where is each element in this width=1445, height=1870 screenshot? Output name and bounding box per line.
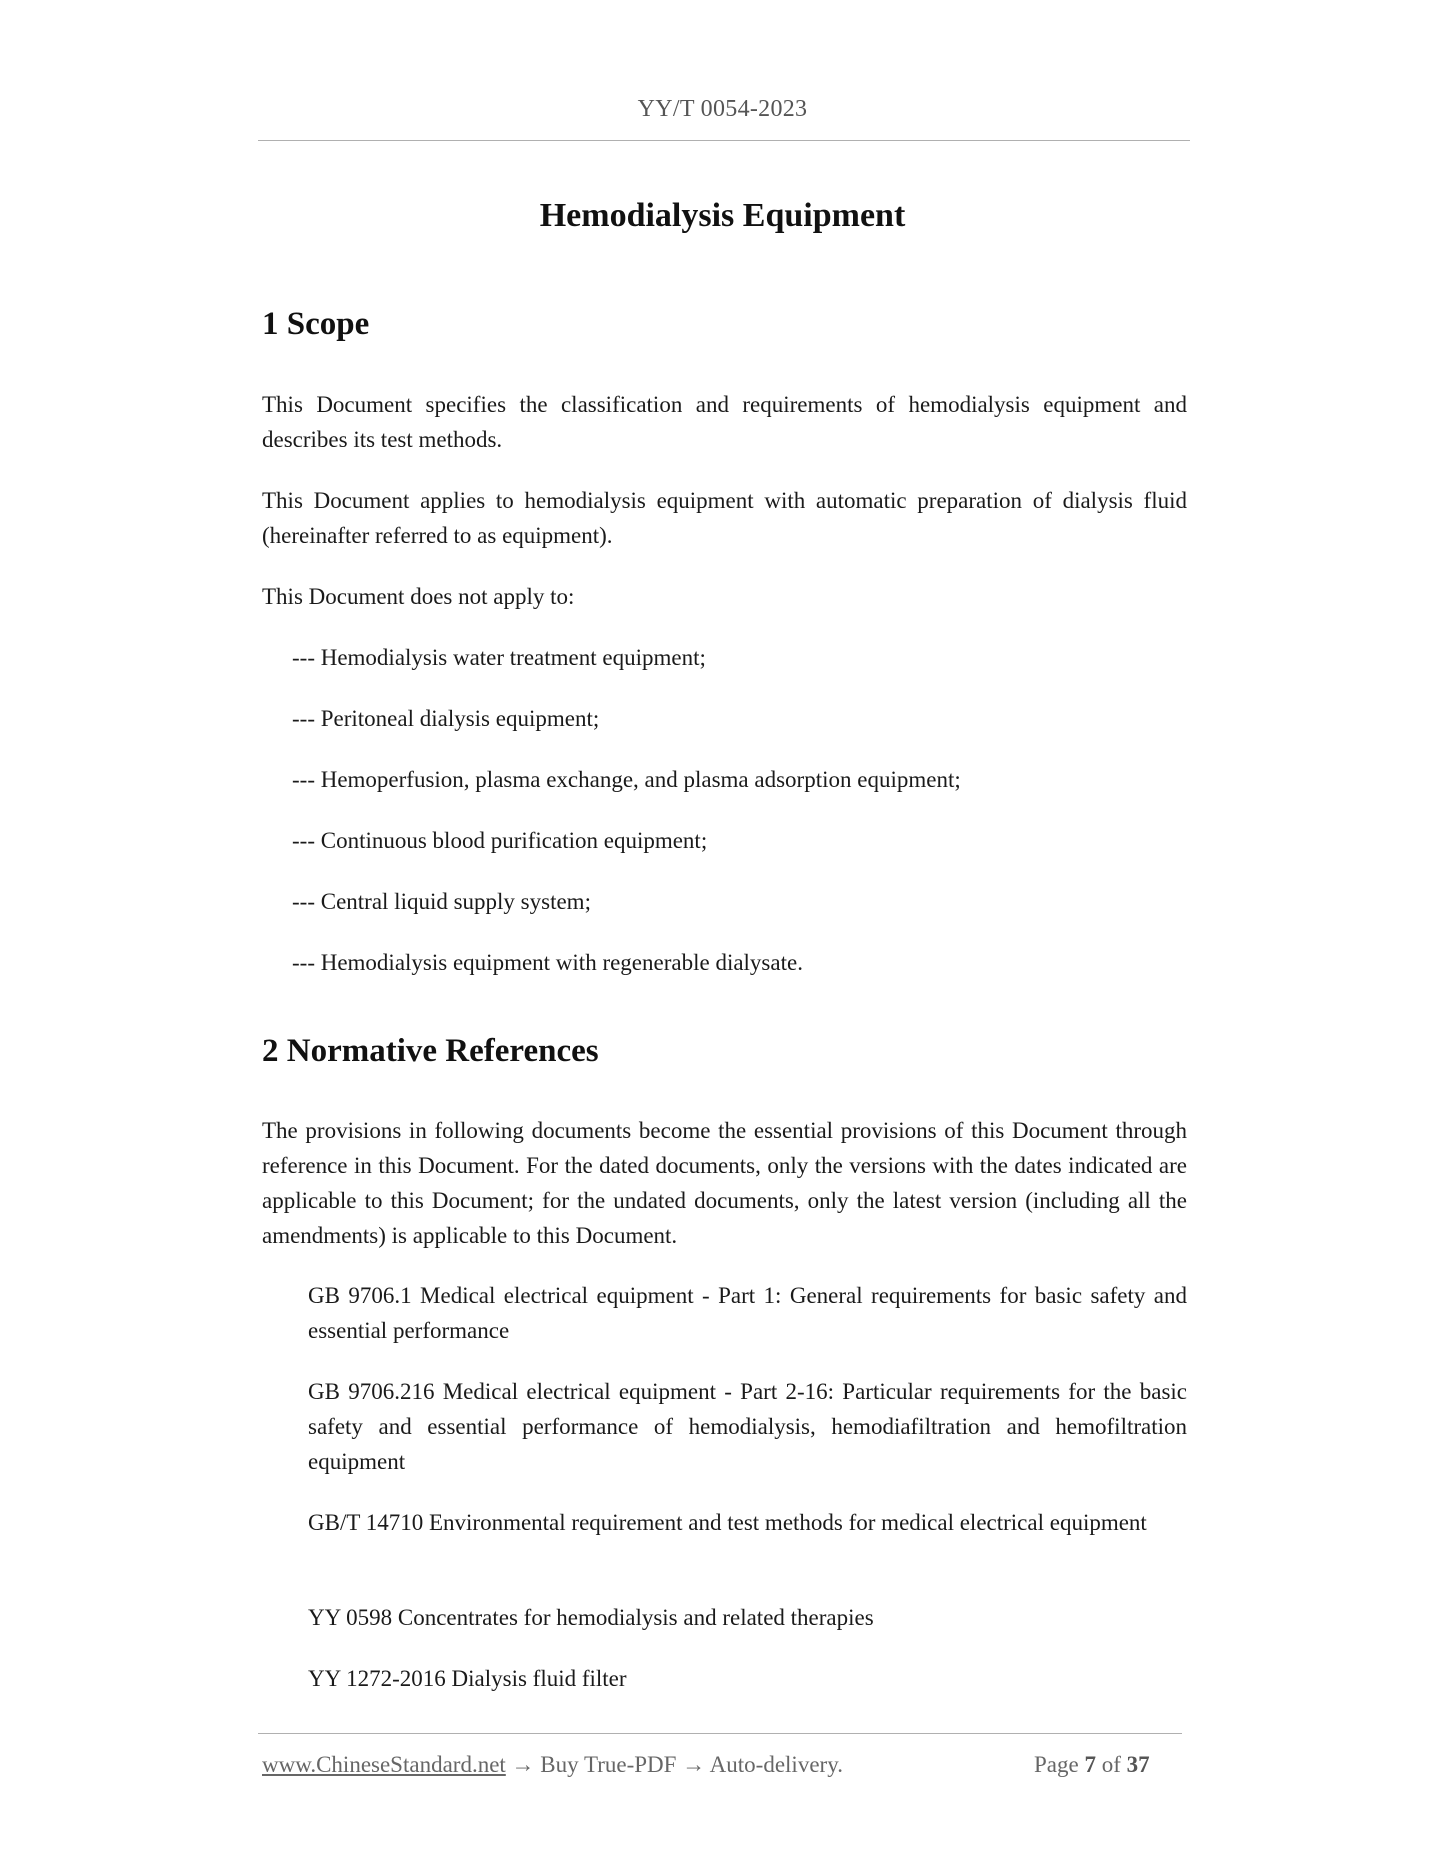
page-of-label: of [1101, 1752, 1121, 1777]
arrow-icon: → [682, 1752, 706, 1777]
reference-item: GB 9706.1 Medical electrical equipment - Part 1: General requirements for basic safety and essential performance [308, 1283, 1187, 1343]
website-link[interactable]: www.ChineseStandard.net [262, 1752, 506, 1777]
references-intro-paragraph: The provisions in following documents become the essential provisions of this Document through reference in this Document. For the dated documents, only the versions with the dates indicated are applicable to this Document; for the undated documents, only the latest version (including all the amendments) is applicable to this Document. [262, 1118, 1187, 1248]
footer-buy-text: Buy True-PDF [540, 1752, 677, 1777]
page-total: 37 [1126, 1752, 1150, 1777]
reference-item: GB/T 14710 Environmental requirement and test methods for medical electrical equipment [308, 1510, 1147, 1535]
section-heading-scope: 1 Scope [262, 306, 370, 342]
reference-item: GB 9706.216 Medical electrical equipment - Part 2-16: Particular requirements for the basic safety and essential performance of hemodialysis, hemodiafiltration and hemofiltration equipment [308, 1379, 1187, 1474]
document-code-header: YY/T 0054-2023 [637, 96, 808, 122]
footer-delivery-text: Auto-delivery. [709, 1752, 843, 1777]
reference-item: YY 0598 Concentrates for hemodialysis and related therapies [308, 1605, 874, 1630]
header-divider [258, 140, 1190, 141]
exclusion-item: --- Continuous blood purification equipment; [292, 828, 708, 853]
page-label: Page [1034, 1752, 1079, 1777]
document-title: Hemodialysis Equipment [539, 197, 906, 234]
exclusion-item: --- Hemodialysis water treatment equipment; [292, 645, 706, 670]
exclusion-item: --- Hemoperfusion, plasma exchange, and plasma adsorption equipment; [292, 767, 961, 792]
footer-promo [262, 1752, 843, 1778]
exclusion-item: --- Hemodialysis equipment with regenerable dialysate. [292, 950, 803, 975]
footer-divider [258, 1733, 1182, 1734]
reference-item: YY 1272-2016 Dialysis fluid filter [308, 1666, 627, 1691]
scope-paragraph-1: This Document specifies the classification and requirements of hemodialysis equipment and describes its test methods. [262, 392, 1187, 452]
scope-paragraph-3: This Document does not apply to: [262, 584, 575, 609]
page-current: 7 [1084, 1752, 1096, 1777]
arrow-icon: → [511, 1752, 535, 1777]
exclusion-item: --- Central liquid supply system; [292, 889, 591, 914]
section-heading-normative-references: 2 Normative References [262, 1033, 599, 1069]
exclusion-item: --- Peritoneal dialysis equipment; [292, 706, 600, 731]
scope-paragraph-2: This Document applies to hemodialysis equipment with automatic preparation of dialysis fluid (hereinafter referred to as equipment). [262, 488, 1187, 548]
page-indicator [1034, 1752, 1150, 1778]
